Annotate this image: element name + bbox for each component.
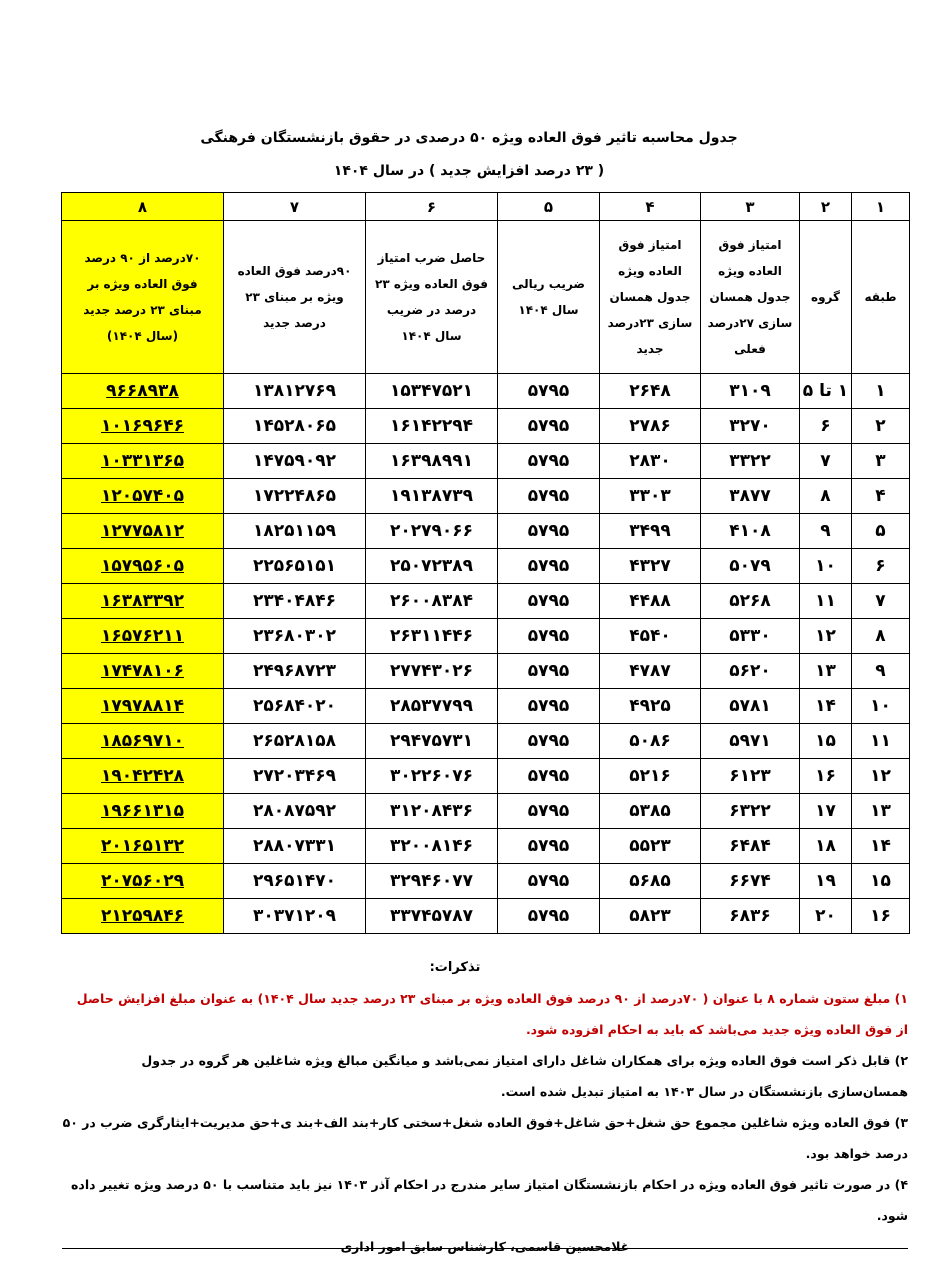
table-cell: ۵۷۹۵ xyxy=(498,549,600,584)
table-cell: ۹۶۶۸۹۳۸ xyxy=(62,374,224,409)
table-row xyxy=(62,864,910,899)
table-cell: ۵۷۹۵ xyxy=(498,899,600,934)
table-cell: ۶۱۲۳ xyxy=(701,759,800,794)
column-header: گروه xyxy=(800,221,852,374)
table-row xyxy=(62,794,910,829)
table-cell: ۵۰۸۶ xyxy=(600,724,701,759)
table-cell: ۳۳۰۳ xyxy=(600,479,701,514)
table-cell: ۲۸۵۳۷۷۹۹ xyxy=(366,689,498,724)
table-cell: ۵۳۳۰ xyxy=(701,619,800,654)
table-cell: ۵۶۸۵ xyxy=(600,864,701,899)
header-row xyxy=(62,221,910,374)
table-cell: ۵۳۸۵ xyxy=(600,794,701,829)
table-cell: ۳۲۰۰۸۱۴۶ xyxy=(366,829,498,864)
table-cell: ۱۳ xyxy=(852,794,910,829)
table-cell: ۲۸۰۸۷۵۹۲ xyxy=(224,794,366,829)
column-header: ضریب ریالی سال ۱۴۰۴ xyxy=(498,221,600,374)
table-row xyxy=(62,619,910,654)
table-cell: ۵۷۹۵ xyxy=(498,794,600,829)
table-cell: ۱۹۰۴۲۴۲۸ xyxy=(62,759,224,794)
table-cell: ۶ xyxy=(800,409,852,444)
table-row xyxy=(62,654,910,689)
table-cell: ۱۲۷۷۵۸۱۲ xyxy=(62,514,224,549)
table-cell: ۲۵۰۷۲۳۸۹ xyxy=(366,549,498,584)
table-cell: ۱۵ xyxy=(800,724,852,759)
table-cell: ۷ xyxy=(852,584,910,619)
table-cell: ۱۳ xyxy=(800,654,852,689)
table-cell: ۱۰ xyxy=(852,689,910,724)
table-cell: ۵ xyxy=(852,514,910,549)
table-cell: ۲۶۴۸ xyxy=(600,374,701,409)
table-cell: ۲۷۸۶ xyxy=(600,409,701,444)
table-row xyxy=(62,829,910,864)
page-title: جدول محاسبه تاثیر فوق العاده ویژه ۵۰ درصدی در حقوق بازنشستگان فرهنگی xyxy=(200,130,738,146)
column-header: طبقه xyxy=(852,221,910,374)
table-cell: ۵۷۹۵ xyxy=(498,584,600,619)
table-cell: ۱۶۱۴۲۲۹۴ xyxy=(366,409,498,444)
table-cell: ۱۶۵۷۶۲۱۱ xyxy=(62,619,224,654)
column-header: حاصل ضرب امتیاز فوق العاده ویژه ۲۳ درصد در ضریب سال ۱۴۰۴ xyxy=(366,221,498,374)
table-cell: ۲۲۵۶۵۱۵۱ xyxy=(224,549,366,584)
table-cell: ۱۹۶۶۱۳۱۵ xyxy=(62,794,224,829)
column-header: امتیاز فوق العاده ویژه جدول همسان سازی ۲۳درصد جدید xyxy=(600,221,701,374)
page-subtitle: ( ۲۳ درصد افزایش جدید ) در سال ۱۴۰۴ xyxy=(333,163,605,179)
column-number: ۶ xyxy=(366,193,498,221)
table-cell: ۲۰۷۵۶۰۲۹ xyxy=(62,864,224,899)
table-cell: ۳ xyxy=(852,444,910,479)
table-cell: ۵۷۹۵ xyxy=(498,479,600,514)
table-cell: ۵۷۹۵ xyxy=(498,374,600,409)
table-cell: ۵۶۲۰ xyxy=(701,654,800,689)
table-cell: ۲۶۳۱۱۴۴۶ xyxy=(366,619,498,654)
table-cell: ۳۲۷۰ xyxy=(701,409,800,444)
table-cell: ۶۳۲۲ xyxy=(701,794,800,829)
table-cell: ۳۸۷۷ xyxy=(701,479,800,514)
column-number-row xyxy=(62,193,910,221)
table-cell: ۱۵۳۴۷۵۲۱ xyxy=(366,374,498,409)
table-cell: ۱۷ xyxy=(800,794,852,829)
table-cell: ۳۴۹۹ xyxy=(600,514,701,549)
table-cell: ۱۷۴۷۸۱۰۶ xyxy=(62,654,224,689)
table-row xyxy=(62,479,910,514)
table-cell: ۱۱ xyxy=(800,584,852,619)
table-cell: ۲۹۴۷۵۷۳۱ xyxy=(366,724,498,759)
table-cell: ۵۵۲۳ xyxy=(600,829,701,864)
table-cell: ۲۸۳۰ xyxy=(600,444,701,479)
table-cell: ۱۲ xyxy=(800,619,852,654)
table-cell: ۵۷۹۵ xyxy=(498,654,600,689)
table-cell: ۹ xyxy=(800,514,852,549)
table-cell: ۱ xyxy=(852,374,910,409)
table-cell: ۱۱ xyxy=(852,724,910,759)
table-cell: ۵۰۷۹ xyxy=(701,549,800,584)
column-number: ۳ xyxy=(701,193,800,221)
table-cell: ۹ xyxy=(852,654,910,689)
table-cell: ۵۷۹۵ xyxy=(498,619,600,654)
table-cell: ۳۱۰۹ xyxy=(701,374,800,409)
table-cell: ۱۸۵۶۹۷۱۰ xyxy=(62,724,224,759)
table-cell: ۵۹۷۱ xyxy=(701,724,800,759)
table-cell: ۶۴۸۴ xyxy=(701,829,800,864)
table-cell: ۱۴۵۲۸۰۶۵ xyxy=(224,409,366,444)
column-header: ۷۰درصد از ۹۰ درصد فوق العاده ویژه بر مبنای ۲۳ درصد جدید (سال ۱۴۰۴) xyxy=(62,221,224,374)
table-cell: ۱۶۳۸۳۳۹۲ xyxy=(62,584,224,619)
table-cell: ۱۴۷۵۹۰۹۲ xyxy=(224,444,366,479)
table-cell: ۱۸۲۵۱۱۵۹ xyxy=(224,514,366,549)
table-cell: ۱۲۰۵۷۴۰۵ xyxy=(62,479,224,514)
table-cell: ۶۶۷۴ xyxy=(701,864,800,899)
table-cell: ۲۵۶۸۴۰۲۰ xyxy=(224,689,366,724)
table-cell: ۲۶۰۰۸۳۸۴ xyxy=(366,584,498,619)
table-cell: ۲۳۴۰۴۸۴۶ xyxy=(224,584,366,619)
table-cell: ۱۹۱۳۸۷۳۹ xyxy=(366,479,498,514)
table-cell: ۴۷۸۷ xyxy=(600,654,701,689)
column-number: ۸ xyxy=(62,193,224,221)
table-cell: ۱۴ xyxy=(852,829,910,864)
table-cell: ۳۱۲۰۸۴۳۶ xyxy=(366,794,498,829)
table-cell: ۲۰ xyxy=(800,899,852,934)
table-cell: ۱۰۳۳۱۳۶۵ xyxy=(62,444,224,479)
table-row xyxy=(62,724,910,759)
table-row xyxy=(62,549,910,584)
table-cell: ۲۷۷۴۳۰۲۶ xyxy=(366,654,498,689)
table-cell: ۲۸۸۰۷۳۳۱ xyxy=(224,829,366,864)
note-item: ۱) مبلغ ستون شماره ۸ با عنوان ( ۷۰درصد از ۹۰ درصد فوق العاده ویژه بر مبنای ۲۳ درصد جدید سال ۱۴۰۴) به عنوان مبلغ افزایش حاصل از فوق العاده ویژه جدید می‌باشد که باید به احکام افزوده شود. xyxy=(76,991,908,1037)
table-cell: ۵۲۶۸ xyxy=(701,584,800,619)
table-cell: ۳۲۹۴۶۰۷۷ xyxy=(366,864,498,899)
table-cell: ۵۸۲۳ xyxy=(600,899,701,934)
table-cell: ۶۸۳۶ xyxy=(701,899,800,934)
table-cell: ۱۶ xyxy=(800,759,852,794)
table-cell: ۱۵ xyxy=(852,864,910,899)
table-cell: ۲۳۶۸۰۳۰۲ xyxy=(224,619,366,654)
table-cell: ۲۰۱۶۵۱۳۲ xyxy=(62,829,224,864)
table-cell: ۱۷۹۷۸۸۱۴ xyxy=(62,689,224,724)
table-row xyxy=(62,514,910,549)
table-cell: ۵۷۹۵ xyxy=(498,444,600,479)
note-item: ۲) قابل ذکر است فوق العاده ویژه برای همکاران شاغل دارای امتیاز نمی‌باشد و میانگین مبالغ ویژه شاغلین هر گروه در جدول همسان‌سازی بازنشستگان در سال ۱۴۰۳ به امتیاز تبدیل شده است. xyxy=(141,1053,908,1099)
notes-heading: تذکرات: xyxy=(429,960,481,975)
table-cell: ۲۴۹۶۸۷۲۳ xyxy=(224,654,366,689)
table-cell: ۲۰۲۷۹۰۶۶ xyxy=(366,514,498,549)
table-cell: ۴۱۰۸ xyxy=(701,514,800,549)
table-cell: ۲۶۵۲۸۱۵۸ xyxy=(224,724,366,759)
table-cell: ۴ xyxy=(852,479,910,514)
table-cell: ۶ xyxy=(852,549,910,584)
table-row xyxy=(62,759,910,794)
column-number: ۱ xyxy=(852,193,910,221)
table-cell: ۲۹۶۵۱۴۷۰ xyxy=(224,864,366,899)
table-cell: ۱۰۱۶۹۶۴۶ xyxy=(62,409,224,444)
table-cell: ۱۸ xyxy=(800,829,852,864)
column-number: ۲ xyxy=(800,193,852,221)
table-cell: ۴۵۴۰ xyxy=(600,619,701,654)
note-item: ۴) در صورت تاثیر فوق العاده ویژه در احکام بازنشستگان امتیاز سایر مندرج در احکام آذر ۱۴۰۳ نیز باید متناسب با ۵۰ درصد ویژه تغییر داده شود. xyxy=(71,1177,908,1223)
notes-section xyxy=(62,952,908,1262)
table-cell: ۳۰۳۷۱۲۰۹ xyxy=(224,899,366,934)
table-cell: ۵۷۹۵ xyxy=(498,724,600,759)
table-row xyxy=(62,444,910,479)
column-number: ۵ xyxy=(498,193,600,221)
table-cell: ۱۳۸۱۲۷۶۹ xyxy=(224,374,366,409)
table-cell: ۷ xyxy=(800,444,852,479)
table-row xyxy=(62,584,910,619)
table-cell: ۱ تا ۵ xyxy=(800,374,852,409)
column-header: ۹۰درصد فوق العاده ویژه بر مبنای ۲۳ درصد جدید xyxy=(224,221,366,374)
table-cell: ۳۰۲۲۶۰۷۶ xyxy=(366,759,498,794)
table-cell: ۴۳۲۷ xyxy=(600,549,701,584)
table-cell: ۱۶۳۹۸۹۹۱ xyxy=(366,444,498,479)
table-cell: ۴۴۸۸ xyxy=(600,584,701,619)
table-cell: ۲۱۲۵۹۸۴۶ xyxy=(62,899,224,934)
table-cell: ۵۷۹۵ xyxy=(498,829,600,864)
table-cell: ۱۶ xyxy=(852,899,910,934)
table-cell: ۵۷۸۱ xyxy=(701,689,800,724)
table-cell: ۵۷۹۵ xyxy=(498,864,600,899)
table-row xyxy=(62,899,910,934)
table-row xyxy=(62,689,910,724)
column-header: امتیاز فوق العاده ویژه جدول همسان سازی ۲۷درصد فعلی xyxy=(701,221,800,374)
table-cell: ۸ xyxy=(800,479,852,514)
table-row xyxy=(62,374,910,409)
column-number: ۴ xyxy=(600,193,701,221)
note-item: ۳) فوق العاده ویژه شاغلین مجموع حق شغل+حق شاغل+فوق العاده شغل+سختی کار+بند الف+بند ی+حق مدیریت+ایثارگری ضرب در ۵۰ درصد خواهد بود. xyxy=(62,1115,908,1161)
table-cell: ۳۳۷۴۵۷۸۷ xyxy=(366,899,498,934)
table-cell: ۱۵۷۹۵۶۰۵ xyxy=(62,549,224,584)
bottom-divider xyxy=(62,1248,908,1249)
table-cell: ۵۷۹۵ xyxy=(498,689,600,724)
table-row xyxy=(62,409,910,444)
table-cell: ۱۹ xyxy=(800,864,852,899)
table-cell: ۵۷۹۵ xyxy=(498,759,600,794)
table-cell: ۱۴ xyxy=(800,689,852,724)
calculation-table xyxy=(61,192,910,934)
table-cell: ۱۷۲۲۴۸۶۵ xyxy=(224,479,366,514)
table-cell: ۳۳۲۲ xyxy=(701,444,800,479)
column-number: ۷ xyxy=(224,193,366,221)
table-cell: ۵۲۱۶ xyxy=(600,759,701,794)
table-cell: ۲۷۲۰۳۴۶۹ xyxy=(224,759,366,794)
table-cell: ۱۰ xyxy=(800,549,852,584)
table-cell: ۸ xyxy=(852,619,910,654)
signature: غلامحسین قاسمی، کارشناس سابق امور اداری xyxy=(340,1239,630,1254)
table-cell: ۴۹۲۵ xyxy=(600,689,701,724)
table-cell: ۵۷۹۵ xyxy=(498,514,600,549)
table-cell: ۱۲ xyxy=(852,759,910,794)
table-cell: ۵۷۹۵ xyxy=(498,409,600,444)
table-cell: ۲ xyxy=(852,409,910,444)
